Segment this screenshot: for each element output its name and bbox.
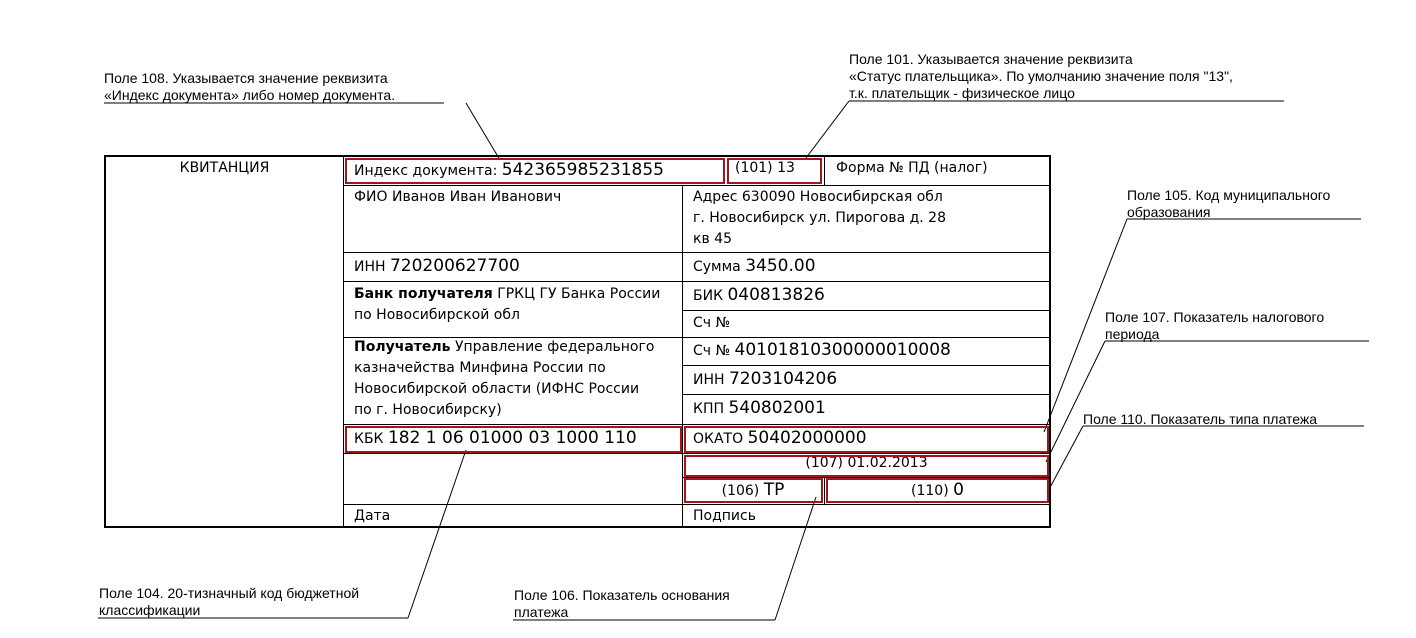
highlight-field-101 [727, 158, 822, 184]
highlight-field-106 [684, 478, 823, 503]
date-label: Дата [354, 508, 391, 524]
row-divider [343, 252, 1051, 253]
signature-label: Подпись [693, 508, 756, 524]
okato-field: ОКАТО 50402000000 [693, 428, 867, 448]
callout-107-leader [1046, 341, 1105, 462]
tax-period-field: (107) 01.02.2013 [805, 455, 928, 471]
row-divider [343, 281, 1051, 282]
recipient-kpp: КПП 540802001 [693, 398, 826, 418]
highlight-field-105 [684, 426, 1049, 453]
highlight-field-108 [345, 158, 725, 184]
form-col-divider-1 [343, 157, 344, 528]
highlight-field-107 [684, 455, 1049, 477]
payer-address: Адрес 630090 Новосибирская обл г. Новосибирск ул. Пирогова д. 28 кв 45 [693, 189, 946, 247]
receipt-title: КВИТАНЦИЯ [179, 160, 270, 176]
doc-index-value: 542365985231855 [501, 160, 664, 180]
payment-type-field: (110) 0 [911, 480, 964, 500]
annotation-field-110: Поле 110. Показатель типа платежа [1083, 411, 1317, 427]
doc-index-field: Индекс документа: 542365985231855 [354, 160, 664, 180]
bank-bik: БИК 040813826 [693, 285, 825, 305]
row-divider [682, 365, 1051, 366]
payment-sum: Сумма 3450.00 [693, 256, 816, 276]
receipt-form [104, 155, 1051, 528]
row-divider [343, 424, 1051, 425]
annotation-field-108: Поле 108. Указывается значение реквизита «Индекс документа» либо номер документа. [104, 70, 396, 103]
callout-101-leader [806, 101, 849, 158]
bank-account-empty: Сч № [693, 315, 731, 331]
form-name: Форма № ПД (налог) [836, 160, 988, 176]
row-divider [682, 310, 1051, 311]
highlight-field-104 [345, 426, 682, 453]
payment-basis-field: (106) ТР [721, 480, 785, 500]
callout-105-leader [1044, 219, 1127, 432]
annotation-field-104: Поле 104. 20-тизначный код бюджетной классификации [99, 585, 360, 618]
row-divider [343, 504, 1051, 505]
row-divider [682, 394, 1051, 395]
recipient-inn: ИНН 7203104206 [693, 369, 838, 389]
callout-108-leader [466, 103, 500, 160]
row-divider [343, 185, 1051, 186]
annotation-field-107: Поле 107. Показатель налогового периода [1105, 309, 1325, 342]
payer-inn: ИНН 720200627700 [354, 256, 520, 276]
status-field: (101) 13 [735, 160, 795, 176]
payer-fio: ФИО Иванов Иван Иванович [354, 189, 562, 205]
callout-110-leader [1047, 426, 1083, 493]
annotation-field-106: Поле 106. Показатель основания платежа [514, 587, 730, 620]
annotation-field-105: Поле 105. Код муниципального образования [1127, 187, 1331, 220]
recipient-bank: Банк получателя ГРКЦ ГУ Банка России по Новосибирской обл [354, 286, 661, 323]
form-col-divider-3 [824, 157, 825, 185]
recipient: Получатель Управление федерального казначейства Минфина России по Новосибирской области (ИФНС России по г. Новосибирску) [354, 339, 655, 418]
recipient-account: Сч № 40101810300000010008 [693, 340, 951, 360]
kbk-field: КБК 182 1 06 01000 03 1000 110 [354, 428, 637, 448]
annotation-field-101: Поле 101. Указывается значение реквизита «Статус плательщика». По умолчанию значение поля "13", т.к. плательщик - физическое лицо [849, 51, 1233, 101]
highlight-field-110 [826, 478, 1049, 503]
